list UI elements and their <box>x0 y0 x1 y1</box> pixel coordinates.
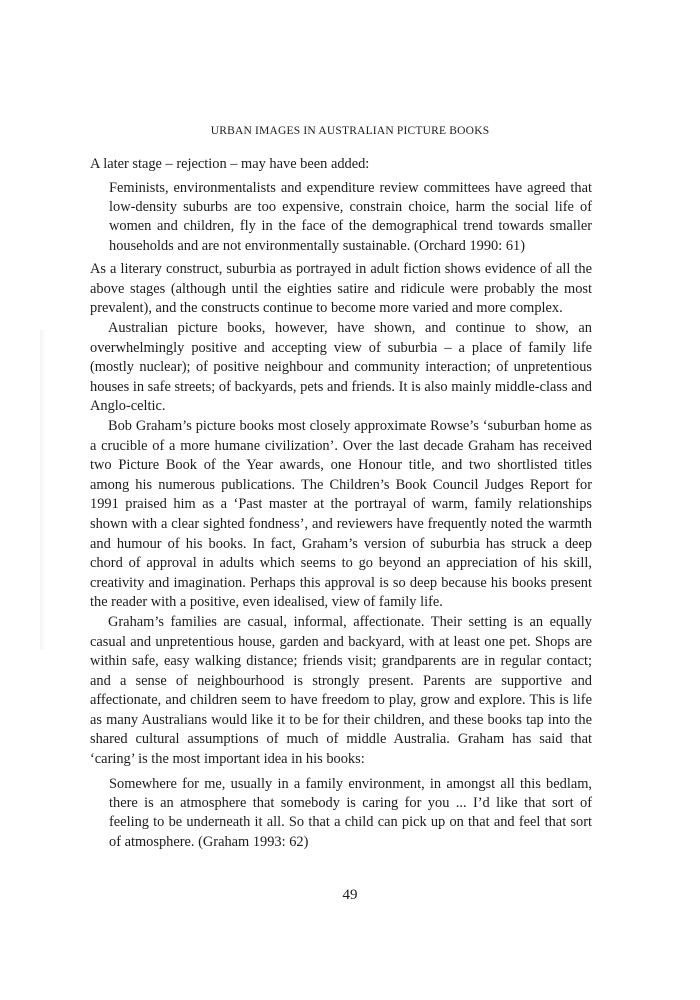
page-shadow <box>40 330 46 650</box>
paragraph-intro: A later stage – rejection – may have been added: <box>90 156 370 172</box>
running-head: URBAN IMAGES IN AUSTRALIAN PICTURE BOOKS <box>210 125 490 137</box>
body-text <box>90 155 592 856</box>
block-quote-orchard: Feminists, environmentalists and expenditure review committees have agreed that low-density suburbs are too expensive, constrain choice, harm the social life of women and children, fly in the face of the demographical trend towards smaller households and are not environmentally sustainable. (Orchard 1990: 61) <box>109 179 592 254</box>
paragraph-literary-construct: As a literary construct, suburbia as portrayed in adult fiction shows evidence of all the above stages (although until the eighties satire and ridicule were probably the most prevalent), and the constructs continue to become more varied and more complex. <box>90 261 592 317</box>
paragraph-bob-graham: Bob Graham’s picture books most closely approximate Rowse’s ‘suburban home as a crucible of a more humane civilization’. Over the last decade Graham has received two Picture Book of the Year awards, one Honour title, and two shortlisted titles among his numerous publications. The Children’s Book Council Judges Report for 1991 praised him as a ‘Past master at the portrayal of warm, family relationships shown with a clear sighted fondness’, and reviewers have frequently noted the warmth and humour of his books. In fact, Graham’s version of suburbia has struck a deep chord of approval in adults which seems to go beyond an appreciation of his skill, creativity and imagination. Perhaps this approval is so deep because his books present the reader with a positive, even idealised, view of family life. <box>90 417 592 611</box>
paragraph-picture-books: Australian picture books, however, have shown, and continue to show, an overwhelmingly positive and accepting view of suburbia – a place of family life (mostly nuclear); of positive neighbour and community interaction; of unpretentious houses in safe streets; of backyards, pets and friends. It is also mainly middle-class and Anglo-celtic. <box>90 320 592 415</box>
block-quote-graham: Somewhere for me, usually in a family environment, in amongst all this bedlam, there is an atmosphere that somebody is caring for you ... I’d like that sort of feeling to be underneath it all. So that a child can pick up on that and feel that sort of atmosphere. (Graham 1993: 62) <box>109 775 592 850</box>
page-number: 49 <box>342 887 358 903</box>
paragraph-grahams-families: Graham’s families are casual, informal, affectionate. Their setting is an equally casual and unpretentious house, garden and backyard, with at least one pet. Shops are within safe, easy walking distance; friends visit; grandparents are in regular contact; and a sense of neighbourhood is strongly present. Parents are supportive and affectionate, and children seem to have freedom to play, grow and explore. This is life as many Australians would like it to be for their children, and these books tap into the shared cultural assumptions of much of middle Australia. Graham has said that ‘caring’ is the most important idea in his books: <box>90 613 592 768</box>
